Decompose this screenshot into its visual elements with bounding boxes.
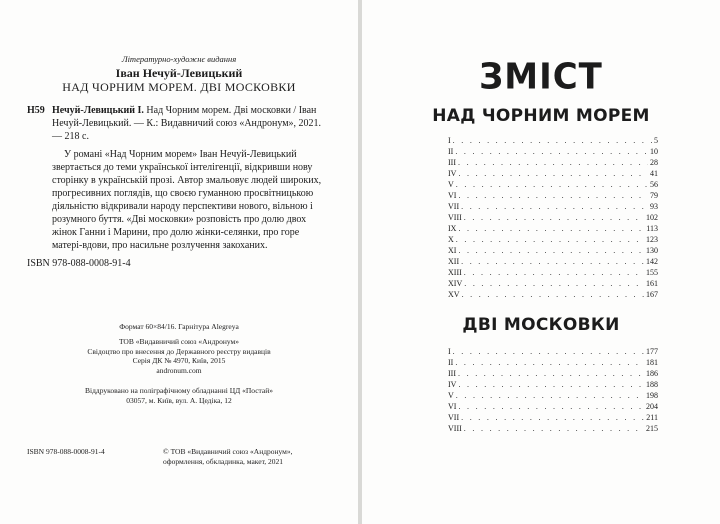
section-title: ДВІ МОСКОВКИ	[462, 315, 620, 335]
toc-entry[interactable]	[448, 135, 658, 146]
toc-leader-dots	[458, 245, 644, 256]
isbn-footer: ISBN 978-088-0008-91-4	[27, 447, 105, 456]
toc-chapter-label: VIII	[448, 424, 462, 433]
toc-chapter-label: I	[448, 347, 451, 356]
toc-entry[interactable]	[448, 357, 658, 368]
toc-entry[interactable]	[448, 390, 658, 401]
toc-chapter-label: II	[448, 358, 454, 367]
toc-chapter-label: VI	[448, 402, 457, 411]
publisher-block	[0, 337, 358, 375]
toc-leader-dots	[464, 423, 644, 434]
toc-entry[interactable]	[448, 245, 658, 256]
toc-entry[interactable]	[448, 212, 658, 223]
toc-chapter-label: IV	[448, 169, 457, 178]
toc-chapter-label: VIII	[448, 213, 462, 222]
toc-leader-dots	[455, 357, 644, 368]
publisher-line: Серія ДК № 4970, Київ, 2015	[132, 356, 226, 365]
toc-chapter-label: VII	[448, 413, 460, 422]
toc-page-number: 215	[646, 424, 658, 433]
imprint-page	[0, 0, 358, 524]
toc-chapter-label: IV	[448, 380, 457, 389]
toc-chapter-label: XI	[448, 246, 457, 255]
toc-leader-dots	[458, 401, 644, 412]
toc-entry[interactable]	[448, 146, 658, 157]
toc-entry[interactable]	[448, 423, 658, 434]
toc-chapter-label: V	[448, 180, 454, 189]
toc-leader-dots	[456, 234, 644, 245]
toc-leader-dots	[453, 135, 652, 146]
toc-list	[448, 135, 658, 300]
toc-leader-dots	[453, 346, 644, 357]
toc-entry[interactable]	[448, 368, 658, 379]
toc-list	[448, 346, 658, 434]
copyright-block	[163, 447, 333, 467]
toc-page-number: 204	[646, 402, 658, 411]
toc-entry[interactable]	[448, 201, 658, 212]
toc-entry[interactable]	[448, 168, 658, 179]
toc-leader-dots	[464, 267, 644, 278]
copyright-line: © ТОВ «Видавничий союз «Андронум»,	[163, 447, 293, 456]
printing-line: Віддруковано на поліграфічному обладнанні ЦД «Постай»	[84, 386, 273, 395]
toc-page-number: 188	[646, 380, 658, 389]
toc-page-number: 123	[646, 235, 658, 244]
toc-page-number: 93	[650, 202, 658, 211]
toc-leader-dots	[458, 368, 644, 379]
toc-page-number: 113	[646, 224, 658, 233]
publisher-line: Свідоцтво про внесення до Державного реєстру видавців	[87, 346, 271, 356]
toc-chapter-label: III	[448, 369, 456, 378]
toc-leader-dots	[461, 256, 644, 267]
toc-chapter-label: VI	[448, 191, 457, 200]
printing-line: 03057, м. Київ, вул. А. Цедіка, 12	[126, 395, 232, 405]
toc-leader-dots	[455, 146, 648, 157]
toc-entry[interactable]	[448, 223, 658, 234]
toc-page-number: 211	[646, 413, 658, 422]
toc-entry[interactable]	[448, 346, 658, 357]
toc-leader-dots	[462, 289, 644, 300]
copyright-line: оформлення, обкладинка, макет, 2021	[163, 457, 284, 466]
printing-block	[0, 386, 358, 405]
udc-code: Н59	[27, 105, 45, 116]
toc-leader-dots	[461, 201, 648, 212]
toc-entry[interactable]	[448, 234, 658, 245]
biblio-author: Нечуй-Левицький І.	[52, 105, 144, 116]
toc-page-number: 56	[650, 180, 658, 189]
toc-page-number: 102	[646, 213, 658, 222]
toc-chapter-label: IX	[448, 224, 457, 233]
toc-entry[interactable]	[448, 157, 658, 168]
toc-entry[interactable]	[448, 190, 658, 201]
toc-entry[interactable]	[448, 412, 658, 423]
toc-entry[interactable]	[448, 278, 658, 289]
toc-page-number: 186	[646, 369, 658, 378]
toc-page-number: 161	[646, 279, 658, 288]
toc-page-number: 130	[646, 246, 658, 255]
toc-page-number: 167	[646, 290, 658, 299]
toc-leader-dots	[456, 179, 648, 190]
toc-entry[interactable]	[448, 401, 658, 412]
toc-page-number: 79	[650, 191, 658, 200]
toc-chapter-label: V	[448, 391, 454, 400]
toc-chapter-label: X	[448, 235, 454, 244]
toc-chapter-label: II	[448, 147, 454, 156]
publisher-line: andronum.com	[156, 365, 202, 375]
toc-leader-dots	[464, 212, 644, 223]
toc-leader-dots	[458, 223, 644, 234]
toc-page-number: 198	[646, 391, 658, 400]
toc-entry[interactable]	[448, 379, 658, 390]
toc-page-number: 177	[646, 347, 658, 356]
genre-label: Літературно-художнє видання	[121, 54, 237, 64]
abstract-text: У романі «Над Чорним морем» Іван Нечуй-Левицький звертається до теми української інтелігенції, відкривши нову сторінку в українській прозі. Автор змальовує людей широких, прогресивних поглядів, що своєю гуманною просвітницькою діяльністю відкривали народу перспективи нового, вільною і розумного буття. «Дві московки» розповість про долю двох жінок Ганни і Марини, про долю жінки-селянки, про горе матері-вдови, про насильне розлучення закоханих.	[52, 149, 322, 251]
toc-page-number: 28	[650, 158, 658, 167]
toc-entry[interactable]	[448, 267, 658, 278]
toc-leader-dots	[456, 390, 644, 401]
toc-page-number: 41	[650, 169, 658, 178]
contents-page	[362, 0, 720, 524]
isbn-main: ISBN 978-088-0008-91-4	[27, 258, 131, 269]
toc-page-number: 142	[646, 257, 658, 266]
abstract	[52, 148, 328, 252]
toc-leader-dots	[461, 412, 644, 423]
toc-page-number: 181	[646, 358, 658, 367]
section-title: НАД ЧОРНИМ МОРЕМ	[432, 106, 650, 126]
toc-chapter-label: III	[448, 158, 456, 167]
toc-page-number: 5	[654, 136, 658, 145]
toc-leader-dots	[464, 278, 644, 289]
toc-leader-dots	[458, 157, 648, 168]
publisher-line: ТОВ «Видавничий союз «Андронум»	[118, 337, 240, 346]
toc-chapter-label: XIII	[448, 268, 462, 277]
toc-chapter-label: XV	[448, 290, 460, 299]
toc-chapter-label: XIV	[448, 279, 463, 288]
toc-leader-dots	[458, 190, 648, 201]
toc-entry[interactable]	[448, 256, 658, 267]
bibliographic-record	[52, 104, 324, 143]
toc-page-number: 10	[650, 147, 658, 156]
author-name: Іван Нечуй-Левицький	[115, 66, 243, 80]
format-line: Формат 60×84/16. Гарнітура Alegreya	[119, 322, 239, 331]
toc-entry[interactable]	[448, 289, 658, 300]
toc-leader-dots	[458, 168, 648, 179]
toc-entry[interactable]	[448, 179, 658, 190]
book-title: НАД ЧОРНИМ МОРЕМ. ДВІ МОСКОВКИ	[62, 80, 296, 94]
contents-heading: ЗМІСТ	[479, 56, 603, 98]
toc-page-number: 155	[646, 268, 658, 277]
toc-leader-dots	[458, 379, 644, 390]
biblio-text: Над Чорним морем. Дві московки / Іван Нечуй-Левицький. — К.: Видавничий союз «Андронум», 2021. — 218 с.	[52, 105, 322, 142]
toc-chapter-label: VII	[448, 202, 460, 211]
toc-chapter-label: I	[448, 136, 451, 145]
toc-chapter-label: XII	[448, 257, 460, 266]
